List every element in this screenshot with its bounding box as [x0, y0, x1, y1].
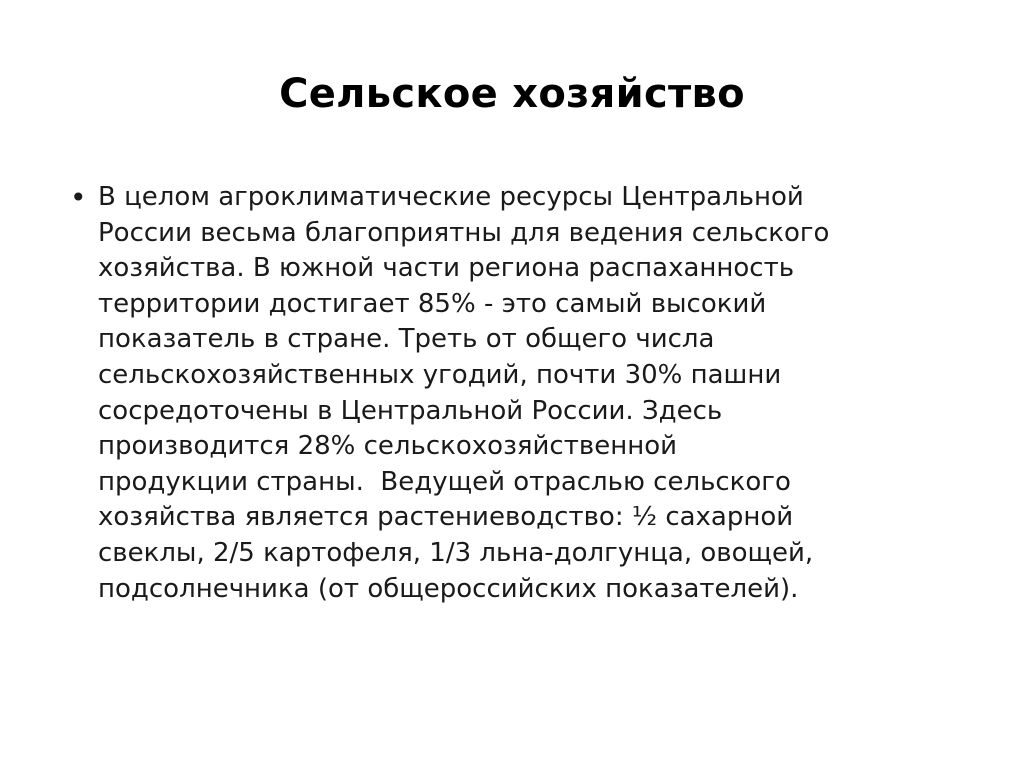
bullet-text-line: показатель в стране. Треть от общего числа — [98, 324, 715, 355]
bullet-text-line: В целом агроклиматические ресурсы Центральной — [98, 182, 804, 212]
bullet-text-line: сосредоточены в Центральной России. Здесь — [98, 395, 723, 426]
slide-title: Сельское хозяйство — [279, 71, 745, 117]
bullet-text-line: подсолнечника (от общероссийских показателей). — [98, 573, 799, 604]
bullet-text-line: продукции страны. Ведущей отраслью сельского — [98, 466, 791, 497]
bullet-text-line: свеклы, 2/5 картофеля, 1/3 льна-долгунца, овощей, — [98, 537, 814, 568]
slide-body — [70, 180, 970, 607]
bullet-text-line: территории достигает 85% - это самый высокий — [98, 288, 767, 319]
bullet-point-icon: • — [70, 181, 87, 214]
bullet-text-line: хозяйства является растениеводство: ½ сахарной — [98, 502, 794, 533]
bullet-text — [98, 180, 829, 607]
bullet-text-line: сельскохозяйственных угодий, почти 30% пашни — [98, 359, 782, 390]
bullet-text-line: хозяйства. В южной части региона распаханность — [98, 253, 795, 284]
bullet-text-line: производится 28% сельскохозяйственной — [98, 431, 677, 462]
bullet-text-line: России весьма благоприятны для ведения сельского — [98, 217, 830, 248]
bullet-item — [70, 180, 970, 607]
